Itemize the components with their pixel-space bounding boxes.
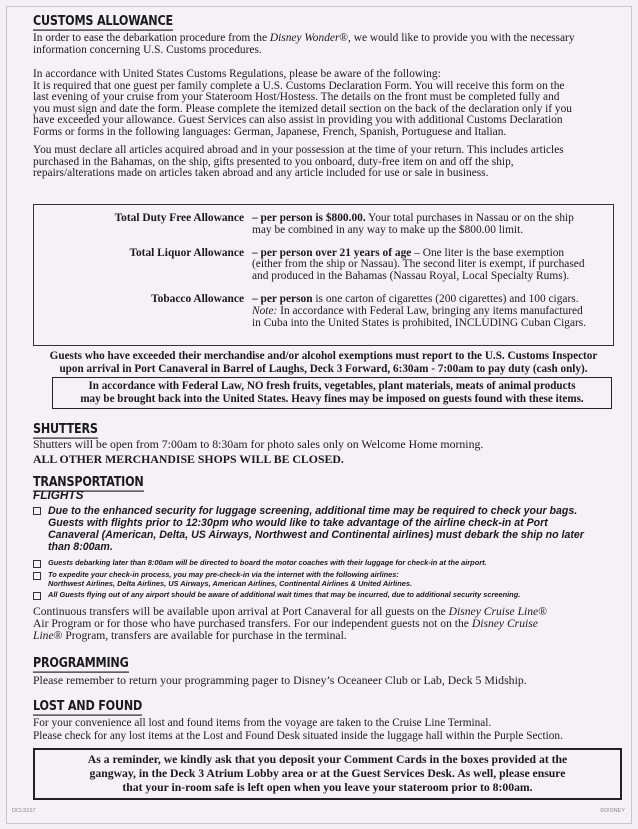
transfers-paragraph: [33, 606, 625, 643]
shutters-text: Shutters will be open from 7:00am to 8:30am for photo sales only on Welcome Home morning.: [33, 437, 484, 451]
flight-bullet-4: All Guests flying out of any airport should be aware of additional wait times that may be incurred, due to additional security screening.: [33, 591, 618, 600]
text-line: In accordance with United States Customs Regulations, please be aware of the following:: [33, 68, 441, 80]
text-line: Guests who have exceeded their merchandise and/or alcohol exemptions must report to the U.S. Customs Inspector: [49, 350, 598, 362]
allowance-row: [46, 294, 602, 329]
text-line: than 8:00am.: [48, 540, 113, 553]
allowance-table: [46, 213, 602, 329]
allowance-detail: – per person is one carton of cigarettes (200 cigarettes) and 100 cigars. Note: In accordance with Federal Law, bringing any items manufactured in Cuba into the United States is prohibited, INCLUDING Cuban Cigars.: [252, 292, 587, 329]
programming-heading: PROGRAMMING: [33, 655, 129, 673]
checkbox-icon: [33, 507, 41, 515]
allowance-row: [46, 248, 602, 294]
allowance-row: [46, 213, 602, 248]
text-line: Due to the enhanced security for luggage screening, additional time may be required to check your bags.: [48, 505, 578, 517]
text-line: that your in-room safe is left open when you leave your stateroom prior to 8:00am.: [122, 781, 533, 795]
shutters-bold-notice: ALL OTHER MERCHANDISE SHOPS WILL BE CLOSED.: [33, 452, 344, 466]
text-line: purchased in the Bahamas, on the ship, gifts presented to you onboard, duty-free item on and off the ship,: [33, 155, 514, 168]
customs-intro: [33, 33, 625, 56]
flight-bullet-3: [33, 571, 618, 589]
text-line: information concerning U.S. Customs procedures.: [33, 43, 262, 56]
text-line: have exceeded your allowance. Guest Services can also assist in providing you with additional Customs Declaration: [33, 114, 563, 127]
text-line: Air Program or for those who have purchased transfers. For our independent guests not on the Disney Cruise: [33, 617, 538, 631]
checkbox-icon: [33, 560, 41, 568]
text-line: In order to ease the debarkation procedure from the Disney Wonder®, we would like to provide you with the necessary: [33, 32, 575, 44]
reminder-box: [33, 748, 622, 800]
text-line: upon arrival in Port Canaveral in Barrel of Laughs, Deck 3 Forward, 6:30am - 7:00am to pay duty (cash only).: [59, 362, 588, 375]
checkbox-icon: [33, 592, 41, 600]
transportation-heading: TRANSPORTATION: [33, 474, 144, 492]
allowance-detail: – per person is $800.00. Your total purchases in Nassau or on the ship may be combined in any way to make up the $800.00 limit.: [252, 212, 574, 236]
text-line: Forms or forms in the following languages: German, Japanese, French, Spanish, Portuguese and Italian.: [33, 125, 507, 138]
flights-subheading: FLIGHTS: [33, 488, 84, 502]
allowance-box: [33, 204, 614, 346]
text-line: Canaveral (American, Delta, US Airways, Northwest and Continental airlines) must debark the ship no later: [48, 528, 584, 541]
flight-bullet-2: Guests debarking later than 8:00am will be directed to board the motor coaches with their luggage for check-in at the airport.: [33, 559, 618, 568]
allowance-detail: – per person over 21 years of age – One liter is the base exemption (either from the ship or Nassau). The second liter is exempt, if purchased and produced in the Bahamas (Nassau Royal, Local Specialty Rums).: [252, 246, 585, 283]
text-line: may be brought back into the United States. Heavy fines may be imposed on guests found with these items.: [80, 392, 584, 405]
text-line: In accordance with Federal Law, NO fresh fruits, vegetables, plant materials, meats of animal products: [88, 380, 576, 392]
programming-text: Please remember to return your programming pager to Disney’s Oceaneer Club or Lab, Deck 5 Midship.: [33, 673, 527, 687]
text-line: you must sign and date the form. Please complete the itemized detail section on the back of the declaration only if you: [33, 102, 572, 115]
lost-found-heading: LOST AND FOUND: [33, 698, 142, 716]
text-line: As a reminder, we kindly ask that you deposit your Comment Cards in the boxes provided at the: [87, 753, 568, 766]
text-line: To expedite your check-in process, you may pre-check-in via the internet with the following airlines:: [48, 570, 399, 579]
customs-regulations-paragraph: [33, 69, 625, 139]
allowance-label: Total Duty Free Allowance: [114, 212, 244, 224]
text-line: last evening of your cruise from your Stateroom Host/Hostess. The details on the front must be completed fully and: [33, 91, 560, 104]
customs-inspector-notice: [33, 350, 614, 375]
customs-heading: CUSTOMS ALLOWANCE: [33, 13, 173, 31]
footer-copyright: ©DISNEY: [600, 808, 625, 814]
text-line: Northwest Airlines, Delta Airlines, US Airways, American Airlines, Continental Airlines & United Airlines.: [48, 578, 413, 588]
text-line: Continuous transfers will be available upon arrival at Port Canaveral for all guests on the Disney Cruise Line®: [33, 605, 547, 618]
text-line: For your convenience all lost and found items from the voyage are taken to the Cruise Line Terminal.: [33, 717, 492, 729]
customs-declare-paragraph: [33, 145, 625, 180]
allowance-label: Total Liquor Allowance: [129, 246, 244, 259]
text-line: Guests with flights prior to 12:30pm who would like to take advantage of the airline check-in at Port: [48, 516, 548, 529]
text-line: It is required that one guest per family complete a U.S. Customs Declaration Form. You will receive this form on the: [33, 79, 565, 92]
text-line: You must declare all articles acquired abroad and in your possession at the time of your return. This includes articles: [33, 144, 564, 156]
allowance-label: Tobacco Allowance: [151, 292, 244, 305]
footer-code: DCL5157: [12, 808, 36, 814]
text-line: repairs/alterations made on articles taken abroad and any article included for use or sale in business.: [33, 167, 489, 180]
text-line: gangway, in the Deck 3 Atrium Lobby area or at the Guest Services Desk. As well, please ensure: [89, 767, 566, 781]
flight-bullet-1: [33, 506, 618, 554]
text-line: Line® Program, transfers are available for purchase in the terminal.: [33, 629, 347, 643]
checkbox-icon: [33, 572, 41, 580]
lost-found-text: [33, 717, 625, 742]
text-line: Please check for any lost items at the Lost and Found Desk situated inside the luggage hall within the Purple Section.: [33, 729, 563, 742]
federal-law-notice: [52, 377, 612, 409]
shutters-heading: SHUTTERS: [33, 421, 98, 439]
